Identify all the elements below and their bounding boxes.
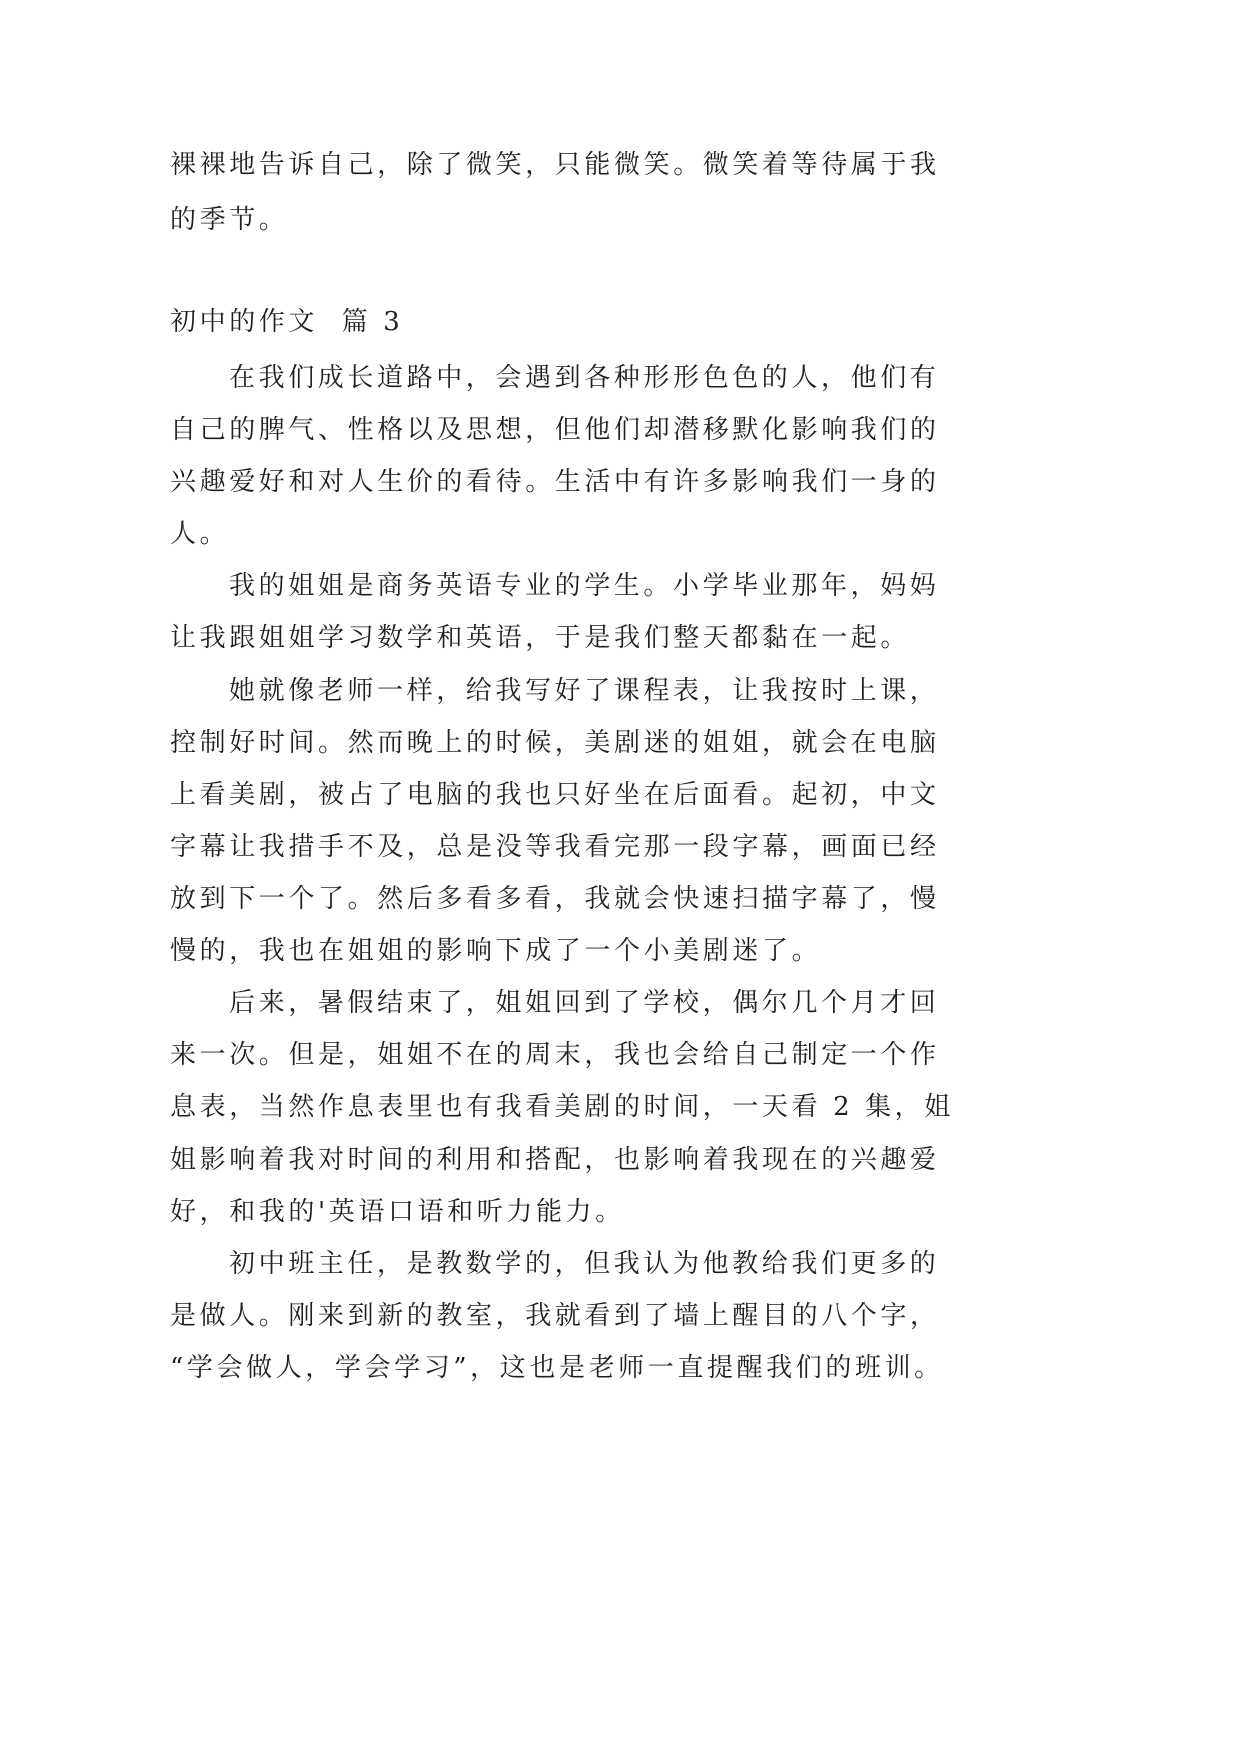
text-line: 我的姐姐是商务英语专业的学生。小学毕业那年，妈妈 <box>229 571 940 601</box>
text-line: 后来，暑假结束了，姐姐回到了学校，偶尔几个月才回 <box>229 988 940 1018</box>
text-line: 慢的，我也在姐姐的影响下成了一个小美剧迷了。 <box>170 936 822 966</box>
text-line: 裸裸地告诉自己，除了微笑，只能微笑。微笑着等待属于我 <box>170 150 940 180</box>
text-line: 好，和我的'英语口语和听力能力。 <box>170 1197 625 1227</box>
section-heading: 初中的作文 篇 3 <box>170 307 404 337</box>
text-line: 息表，当然作息表里也有我看美剧的时间，一天看 2 集，姐 <box>170 1092 954 1122</box>
text-line: 人。 <box>170 519 230 549</box>
text-line: 上看美剧，被占了电脑的我也只好坐在后面看。起初，中文 <box>170 780 940 810</box>
text-line: 字幕让我措手不及，总是没等我看完那一段字幕，画面已经 <box>170 832 940 862</box>
text-line: “学会做人，学会学习”，这也是老师一直提醒我们的班训。 <box>170 1353 944 1383</box>
text-line: 在我们成长道路中，会遇到各种形形色色的人，他们有 <box>229 363 940 393</box>
text-line: 的季节。 <box>170 205 289 235</box>
text-line: 初中班主任，是教数学的，但我认为他教给我们更多的 <box>229 1249 940 1279</box>
text-line: 兴趣爱好和对人生价的看待。生活中有许多影响我们一身的 <box>170 467 940 497</box>
text-line: 控制好时间。然而晚上的时候，美剧迷的姐姐，就会在电脑 <box>170 728 940 758</box>
text-line: 来一次。但是，姐姐不在的周末，我也会给自己制定一个作 <box>170 1040 940 1070</box>
text-line: 自己的脾气、性格以及思想，但他们却潜移默化影响我们的 <box>170 415 940 445</box>
text-line: 姐影响着我对时间的利用和搭配，也影响着我现在的兴趣爱 <box>170 1145 940 1175</box>
text-line: 放到下一个了。然后多看多看，我就会快速扫描字幕了，慢 <box>170 884 940 914</box>
text-line: 让我跟姐姐学习数学和英语，于是我们整天都黏在一起。 <box>170 623 911 653</box>
text-line: 是做人。刚来到新的教室，我就看到了墙上醒目的八个字， <box>170 1301 940 1331</box>
text-line: 她就像老师一样，给我写好了课程表，让我按时上课， <box>229 676 940 706</box>
